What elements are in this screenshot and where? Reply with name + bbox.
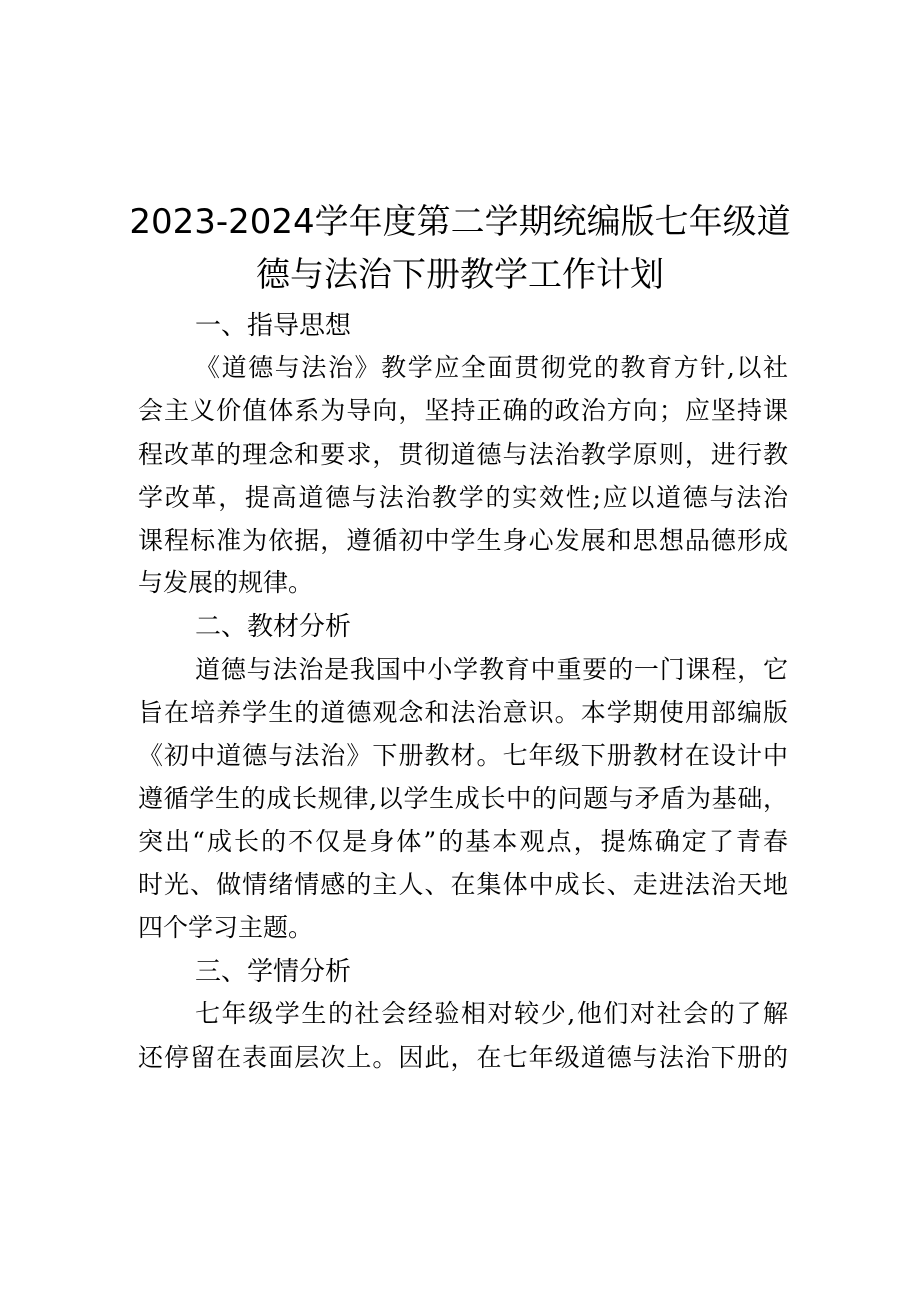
paragraph-line: 会主义价值体系为导向，坚持正确的政治方向；应坚持课 bbox=[138, 396, 788, 425]
paragraph-line: 四个学习主题。 bbox=[138, 913, 314, 942]
section-heading-guiding-ideology: 一、指导思想 bbox=[195, 311, 352, 341]
section-heading-textbook-analysis: 二、教材分析 bbox=[195, 612, 352, 642]
document-title-line-2: 德与法治下册教学工作计划 bbox=[256, 255, 664, 295]
paragraph-line: 程改革的理念和要求，贯彻道德与法治教学原则，进行教 bbox=[138, 440, 788, 469]
paragraph-line: 道德与法治是我国中小学教育中重要的一门课程，它 bbox=[195, 655, 788, 684]
paragraph-line: 七年级学生的社会经验相对较少,他们对社会的了解 bbox=[195, 999, 788, 1028]
paragraph-line: 时光、做情绪情感的主人、在集体中成长、走进法治天地 bbox=[138, 870, 788, 899]
paragraph-line: 课程标准为依据，遵循初中学生身心发展和思想品德形成 bbox=[138, 526, 788, 555]
paragraph-line: 突出“成长的不仅是身体”的基本观点，提炼确定了青春 bbox=[138, 827, 788, 856]
paragraph-line: 学改革，提高道德与法治教学的实效性;应以道德与法治 bbox=[138, 483, 788, 512]
paragraph-line: 《道德与法治》教学应全面贯彻党的教育方针,以社 bbox=[195, 353, 788, 382]
document-title-line-1: 2023-2024学年度第二学期统编版七年级道 bbox=[129, 202, 791, 242]
paragraph-line: 还停留在表面层次上。因此，在七年级道德与法治下册的 bbox=[138, 1043, 788, 1072]
section-heading-student-analysis: 三、学情分析 bbox=[195, 957, 352, 987]
paragraph-line: 与发展的规律。 bbox=[138, 568, 314, 597]
paragraph-line: 旨在培养学生的道德观念和法治意识。本学期使用部编版 bbox=[138, 698, 788, 727]
paragraph-line: 遵循学生的成长规律,以学生成长中的问题与矛盾为基础， bbox=[138, 784, 788, 813]
paragraph-line: 《初中道德与法治》下册教材。七年级下册教材在设计中 bbox=[138, 741, 788, 770]
